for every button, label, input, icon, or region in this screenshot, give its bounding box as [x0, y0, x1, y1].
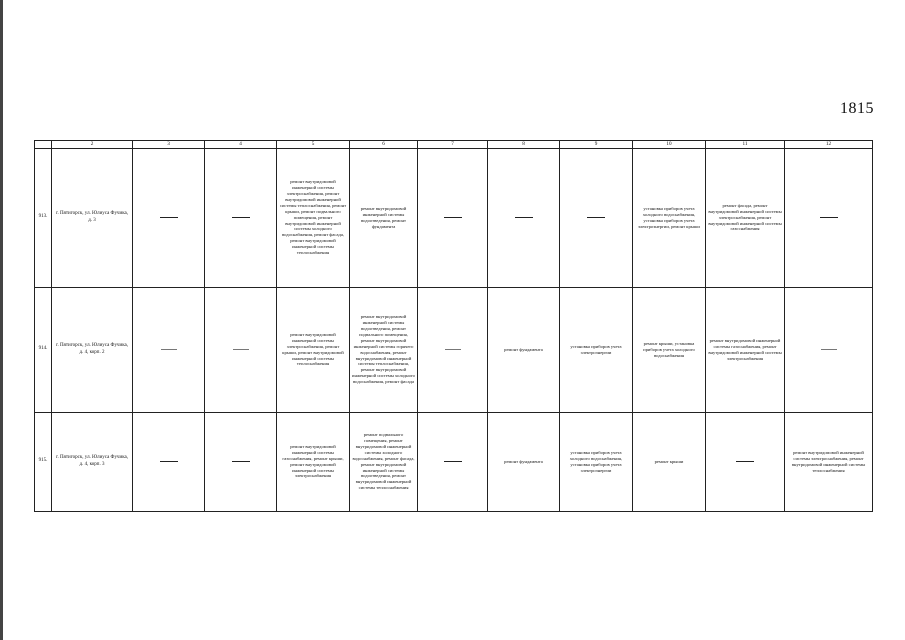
column-header	[35, 141, 52, 149]
dash-mark	[515, 217, 533, 218]
dash-mark	[445, 349, 461, 350]
dash-mark	[160, 461, 178, 462]
empty-cell	[133, 412, 205, 511]
address-cell: г. Пятигорск, ул. Юлиуса Фучика, д. 4, корп. 3	[52, 412, 133, 511]
work-cell: ремонт внутридомовой инженерной системы электроснабжения, ремонт крыши, ремонт внутридомовой инженерной системы теплоснабжения	[277, 287, 350, 412]
dash-mark	[160, 217, 178, 218]
work-cell: ремонт внутридомовой инженерной системы газоснабжения, ремонт внутридомовой инженерной системы электроснабжения	[706, 287, 785, 412]
work-cell: ремонт внутридомовой инженерной системы электроснабжения, ремонт внутридомовой инженерной системы теплоснабжения	[785, 412, 873, 511]
empty-cell	[785, 287, 873, 412]
dash-mark	[444, 217, 462, 218]
table-row	[35, 287, 873, 412]
empty-cell	[205, 287, 277, 412]
dash-mark	[820, 217, 838, 218]
empty-cell	[418, 412, 488, 511]
work-cell: ремонт крыши, установка приборов учета холодного водоснабжения	[633, 287, 706, 412]
work-cell: ремонт фундамента	[488, 412, 560, 511]
work-cell: ремонт фасада, ремонт внутридомовой инженерной системы электроснабжения, ремонт внутридомовой инженерной системы газоснабжения	[706, 148, 785, 287]
work-cell: ремонт крыши	[633, 412, 706, 511]
work-cell: установка приборов учета холодного водоснабжения, установка приборов учета электроэнергии, ремонт крыши	[633, 148, 706, 287]
column-header: 5	[277, 141, 350, 149]
row-number: 915.	[35, 412, 52, 511]
column-header: 9	[560, 141, 633, 149]
table-row	[35, 412, 873, 511]
column-header: 3	[133, 141, 205, 149]
work-cell: ремонт фундамента	[488, 287, 560, 412]
table-row	[35, 148, 873, 287]
column-header: 7	[418, 141, 488, 149]
dash-mark	[736, 461, 754, 462]
repair-schedule-table	[34, 140, 873, 512]
column-header: 4	[205, 141, 277, 149]
empty-cell	[418, 148, 488, 287]
work-cell: ремонт внутридомовой инженерной системы газоснабжения, ремонт крыши, ремонт внутридомовой инженерной системы электроснабжения	[277, 412, 350, 511]
dash-mark	[233, 349, 249, 350]
work-cell: ремонт внутридомовой инженерной системы водоотведения, ремонт фундамента	[350, 148, 418, 287]
work-cell: ремонт внутридомовой инженерной системы электроснабжения, ремонт внутридомовой инженерной системы теплоснабжения, ремонт крыши, ремонт подвального помещения, ремонт внутридомовой инженерной системы холодного водоснабжения, ремонт фасада, ремонт внутридомовой инженерной системы теплоснабжения	[277, 148, 350, 287]
work-cell: ремонт подвального помещения, ремонт внутридомовой инженерной системы холодного водоснабжения, ремонт фасада, ремонт внутридомовой инженерной системы водоотведения, ремонт внутридомовой инженерной системы теплоснабжения	[350, 412, 418, 511]
empty-cell	[488, 148, 560, 287]
row-number: 913.	[35, 148, 52, 287]
column-header: 12	[785, 141, 873, 149]
column-header: 6	[350, 141, 418, 149]
column-header: 10	[633, 141, 706, 149]
empty-cell	[205, 412, 277, 511]
dash-mark	[232, 461, 250, 462]
address-cell: г. Пятигорск, ул. Юлиуса Фучика, д. 3	[52, 148, 133, 287]
dash-mark	[444, 461, 462, 462]
address-cell: г. Пятигорск, ул. Юлиуса Фучика, д. 4, корп. 2	[52, 287, 133, 412]
column-number-row	[35, 141, 873, 149]
dash-mark	[232, 217, 250, 218]
empty-cell	[418, 287, 488, 412]
scan-edge	[0, 0, 3, 640]
dash-mark	[161, 349, 177, 350]
column-header: 11	[706, 141, 785, 149]
page-number: 1815	[840, 100, 874, 117]
empty-cell	[133, 148, 205, 287]
column-header: 8	[488, 141, 560, 149]
work-cell: установка приборов учета электроэнергии	[560, 287, 633, 412]
empty-cell	[785, 148, 873, 287]
empty-cell	[706, 412, 785, 511]
column-header: 2	[52, 141, 133, 149]
empty-cell	[133, 287, 205, 412]
empty-cell	[560, 148, 633, 287]
empty-cell	[205, 148, 277, 287]
dash-mark	[587, 217, 605, 218]
work-cell: установка приборов учета холодного водоснабжения, установка приборов учета электроэнергии	[560, 412, 633, 511]
dash-mark	[821, 349, 837, 350]
row-number: 914.	[35, 287, 52, 412]
work-cell: ремонт внутридомовой инженерной системы водоотведения, ремонт подвального помещения, ремонт внутридомовой инженерной системы горячего водоснабжения, ремонт внутридомовой инженерной системы теплоснабжения, ремонт внутридомовой инженерной системы холодного водоснабжения, ремонт фасада	[350, 287, 418, 412]
